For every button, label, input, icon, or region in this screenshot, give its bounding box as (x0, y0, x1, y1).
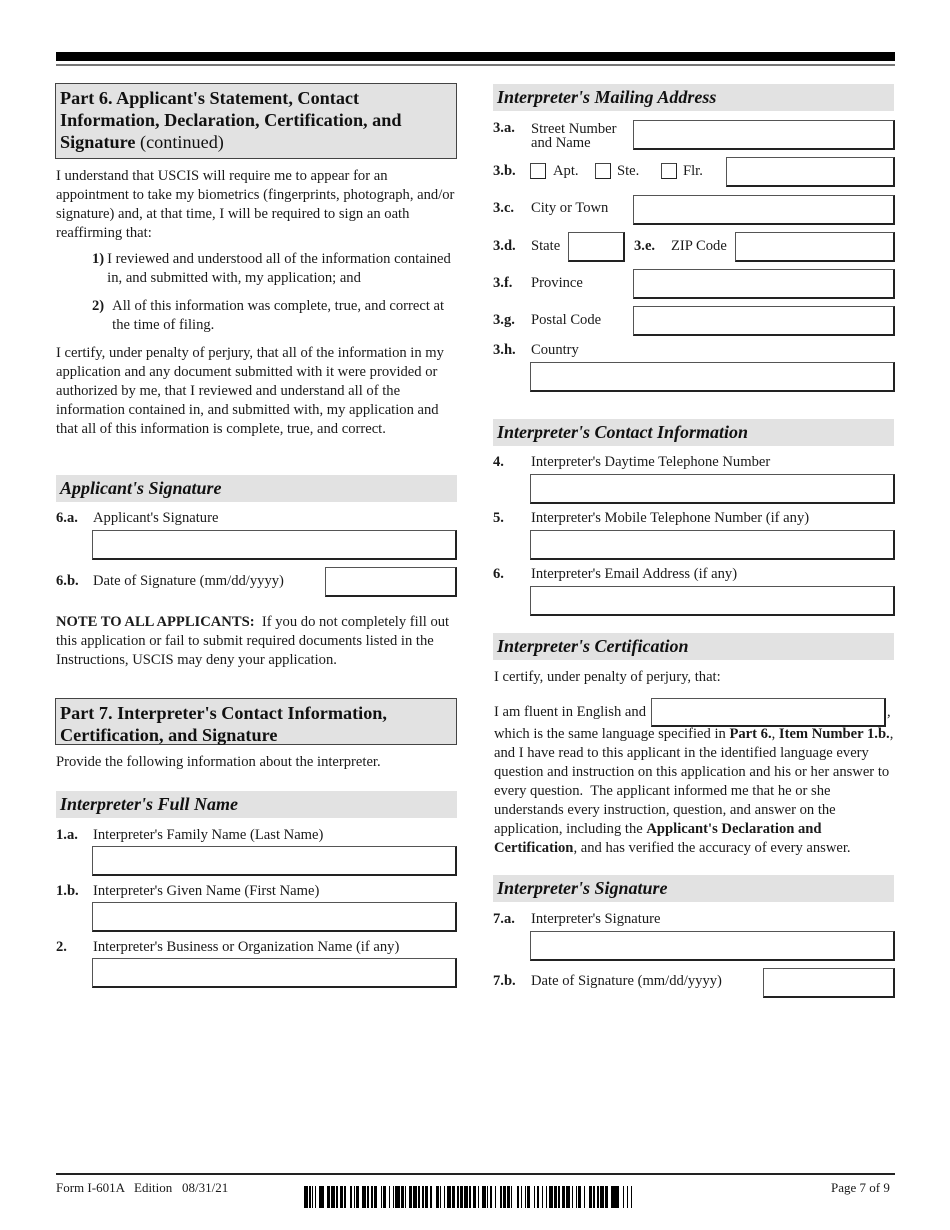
top-rule-thin (56, 64, 895, 66)
apt-label: Apt. (553, 163, 579, 179)
family-name-field[interactable] (92, 846, 457, 876)
form-edition: Form I-601A Edition 08/31/21 (56, 1180, 229, 1195)
cert-body-1: which is the same language specified in (494, 726, 730, 742)
item-1b-num: 1.b. (56, 883, 79, 899)
applicant-signature-field[interactable] (92, 530, 457, 560)
part7-intro: Provide the following information about the interpreter. (56, 754, 381, 770)
cert-body-7: , and has verified the accuracy of every answer. (573, 840, 851, 856)
item-3e-num: 3.e. (634, 238, 656, 254)
full-name-header: Interpreter's Full Name (56, 791, 457, 818)
oath-item-2-text: All of this information was complete, true, and correct at the time of filing. (112, 298, 445, 333)
cert-body-2: Part 6. (729, 726, 772, 742)
ste-label: Ste. (617, 163, 640, 179)
interpreter-signature-field[interactable] (530, 931, 895, 961)
part7-header: Part 7. Interpreter's Contact Information, Certification, and Signature (55, 698, 457, 745)
item-3d-label: State (531, 238, 561, 254)
item-3a-num: 3.a. (493, 120, 515, 136)
ste-checkbox[interactable] (595, 163, 611, 179)
zip-field[interactable] (735, 232, 895, 262)
item-7a-label: Interpreter's Signature (531, 911, 661, 927)
oath-item-1-num: 1) (92, 251, 105, 267)
item-3h-label: Country (531, 342, 579, 358)
province-field[interactable] (633, 269, 895, 299)
part6-title: Part 6. Applicant's Statement, Contact Information, Declaration, Certification, and Signature (60, 88, 402, 152)
item-3a-label-line2: and Name (531, 135, 591, 151)
item-6a-label: Applicant's Signature (93, 510, 219, 526)
footer-rule (56, 1173, 895, 1175)
item-3g-label: Postal Code (531, 312, 602, 328)
interpreter-signature-header: Interpreter's Signature (493, 875, 894, 902)
item-3h-num: 3.h. (493, 342, 516, 358)
item-3b-num: 3.b. (493, 163, 516, 179)
item-7b-num: 7.b. (493, 973, 516, 989)
applicant-signature-date-field[interactable] (325, 567, 457, 597)
cert-body-6: Applicant's Declaration and Certification (494, 821, 822, 856)
item-6-num: 6. (493, 566, 504, 582)
item-6a-num: 6.a. (56, 510, 78, 526)
language-field[interactable] (651, 698, 886, 727)
part6-header (55, 83, 457, 159)
item-1a-label: Interpreter's Family Name (Last Name) (93, 827, 324, 843)
fluent-suffix: , (887, 704, 891, 720)
interpreter-signature-date-field[interactable] (763, 968, 895, 998)
item-1b-label: Interpreter's Given Name (First Name) (93, 883, 320, 899)
oath-item-2-num: 2) (92, 298, 105, 314)
cert-body-5: , and I have read to this applicant in the identified language every question and instruction on this application and his or her answer to every question. The applicant informed me that he or she understands every instruction, question, and answer on the application, including the (494, 726, 898, 837)
item-7a-num: 7.a. (493, 911, 515, 927)
item-6-label: Interpreter's Email Address (if any) (531, 566, 738, 582)
postal-code-field[interactable] (633, 306, 895, 336)
state-field[interactable] (568, 232, 625, 262)
top-rule-thick (56, 52, 895, 61)
item-3a-label-line1: Street Number (531, 121, 617, 137)
certification-line1: I certify, under penalty of perjury, that: (494, 669, 721, 685)
email-field[interactable] (530, 586, 895, 616)
country-field[interactable] (530, 362, 895, 392)
organization-name-field[interactable] (92, 958, 457, 988)
item-3c-num: 3.c. (493, 200, 515, 216)
contact-info-header: Interpreter's Contact Information (493, 419, 894, 446)
certification-header: Interpreter's Certification (493, 633, 894, 660)
cert-body-4: Item Number 1.b. (778, 726, 890, 742)
flr-checkbox[interactable] (661, 163, 677, 179)
item-4-label: Interpreter's Daytime Telephone Number (531, 454, 771, 470)
oath-item-1 (92, 250, 457, 288)
item-4-num: 4. (493, 454, 504, 470)
page-number: Page 7 of 9 (831, 1180, 890, 1195)
item-2-label: Interpreter's Business or Organization Name (if any) (93, 939, 400, 955)
part6-certify: I certify, under penalty of perjury, that all of the information in my application and any document submitted with it were provided or authorized by me, that I reviewed and understand all of the information contained in, and submitted with, my application and that all of this information is complete, true, and correct. (56, 345, 444, 437)
cert-body-3: , (771, 726, 779, 742)
street-field[interactable] (633, 120, 895, 150)
item-3e-label: ZIP Code (671, 238, 727, 254)
mailing-address-header: Interpreter's Mailing Address (493, 84, 894, 111)
unit-number-field[interactable] (726, 157, 895, 187)
daytime-phone-field[interactable] (530, 474, 895, 504)
note-text: If you do not completely fill out this application or fail to submit required documents listed in the Instructions, USCIS may deny your application. (56, 614, 453, 668)
item-5-num: 5. (493, 510, 504, 526)
item-6b-num: 6.b. (56, 573, 79, 589)
item-6b-label: Date of Signature (mm/dd/yyyy) (93, 573, 284, 589)
item-3g-num: 3.g. (493, 312, 515, 328)
part6-title-continued: (continued) (135, 132, 224, 152)
certification-body (494, 725, 896, 858)
item-3f-label: Province (531, 275, 583, 291)
given-name-field[interactable] (92, 902, 457, 932)
item-5-label: Interpreter's Mobile Telephone Number (if any) (531, 510, 810, 526)
oath-item-2 (92, 297, 457, 335)
flr-label: Flr. (683, 163, 703, 179)
item-7b-label: Date of Signature (mm/dd/yyyy) (531, 973, 722, 989)
oath-item-1-text: I reviewed and understood all of the information contained in, and submitted with, my application; and (107, 251, 451, 286)
item-2-num: 2. (56, 939, 67, 955)
apt-checkbox[interactable] (530, 163, 546, 179)
item-3a-label (531, 122, 617, 150)
item-3f-num: 3.f. (493, 275, 513, 291)
item-3d-num: 3.d. (493, 238, 516, 254)
fluent-prefix: I am fluent in English and (494, 704, 646, 720)
item-3c-label: City or Town (531, 200, 609, 216)
note-label: NOTE TO ALL APPLICANTS: (56, 614, 255, 630)
city-field[interactable] (633, 195, 895, 225)
barcode-icon (304, 1186, 712, 1208)
applicant-signature-header: Applicant's Signature (56, 475, 457, 502)
note-to-applicants (56, 613, 458, 670)
item-1a-num: 1.a. (56, 827, 78, 843)
part6-intro: I understand that USCIS will require me to appear for an appointment to take my biometrics (fingerprints, photograph, and/or signature) and, at that time, I will be required to sign an oath reaffirming that: (56, 168, 455, 241)
mobile-phone-field[interactable] (530, 530, 895, 560)
